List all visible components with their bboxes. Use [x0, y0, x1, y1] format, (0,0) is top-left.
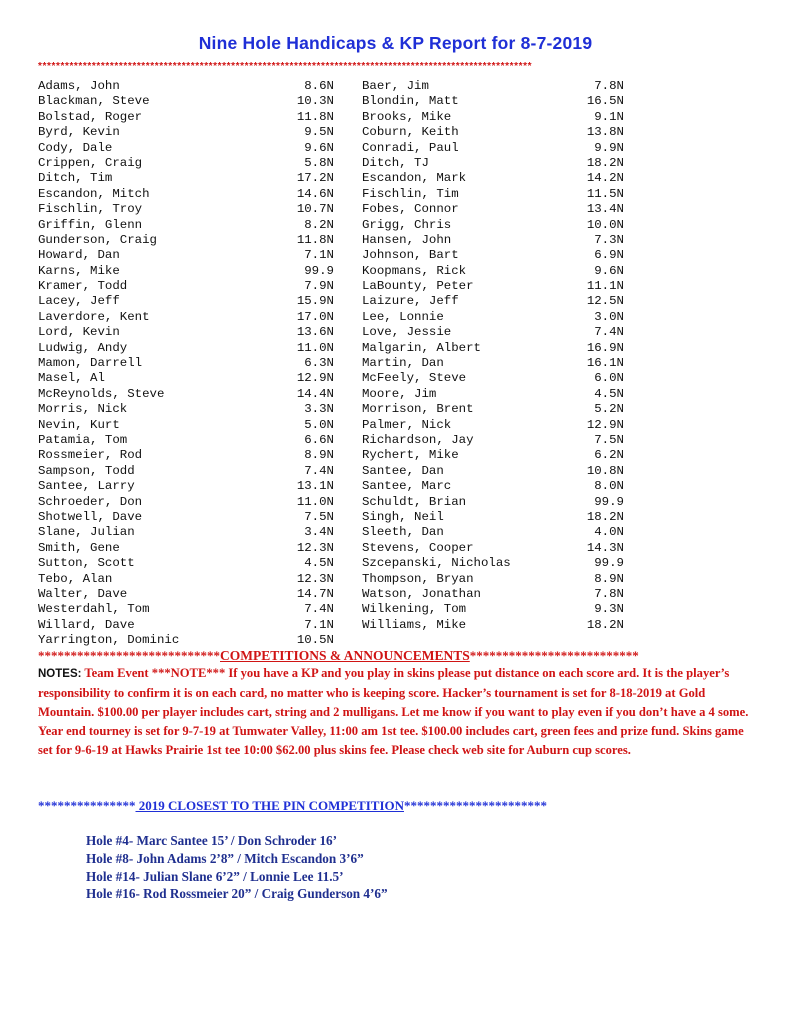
player-name: Karns, Mike: [38, 263, 120, 278]
handicap-row: [38, 141, 338, 156]
handicap-row: [362, 156, 632, 171]
handicap-row: [362, 341, 632, 356]
player-name: Laverdore, Kent: [38, 309, 150, 324]
player-handicap: 10.3N: [296, 94, 334, 109]
player-handicap: 12.5N: [586, 294, 624, 309]
player-handicap: 8.2N: [304, 217, 334, 232]
handicap-row: [362, 464, 632, 479]
player-name: Gunderson, Craig: [38, 232, 157, 247]
handicap-row: [38, 418, 338, 433]
handicap-row: [38, 618, 338, 633]
handicap-row: [38, 371, 338, 386]
player-name: Wilkening, Tom: [362, 602, 467, 617]
handicap-row: [362, 79, 632, 94]
handicap-row: [38, 495, 338, 510]
handicap-row: [38, 294, 338, 309]
player-handicap: 13.6N: [296, 325, 334, 340]
player-name: Tebo, Alan: [38, 571, 113, 586]
player-handicap: 12.9N: [296, 371, 334, 386]
handicap-row: [362, 510, 632, 525]
player-handicap: 10.0N: [586, 217, 624, 232]
handicap-row: [38, 218, 338, 233]
handicap-row: [38, 325, 338, 340]
player-name: Johnson, Bart: [362, 248, 459, 263]
player-name: Ditch, Tim: [38, 171, 113, 186]
notes-label: NOTES:: [38, 668, 82, 680]
player-handicap: 13.1N: [296, 479, 334, 494]
player-name: Shotwell, Dave: [38, 509, 143, 524]
player-handicap: 14.7N: [296, 586, 334, 601]
player-name: Ditch, TJ: [362, 155, 429, 170]
player-handicap: 17.2N: [296, 171, 334, 186]
player-handicap: 9.5N: [304, 125, 334, 140]
player-name: Fobes, Connor: [362, 202, 459, 217]
handicap-row: [38, 479, 338, 494]
player-name: Morrison, Brent: [362, 402, 474, 417]
player-handicap: 8.9N: [304, 448, 334, 463]
player-name: Love, Jessie: [362, 325, 452, 340]
player-name: Sutton, Scott: [38, 556, 135, 571]
handicap-column-left: [38, 79, 338, 648]
player-name: Walter, Dave: [38, 586, 128, 601]
player-name: Lacey, Jeff: [38, 294, 120, 309]
player-name: LaBounty, Peter: [362, 279, 474, 294]
player-name: Coburn, Keith: [362, 125, 459, 140]
handicap-row: [38, 202, 338, 217]
player-handicap: 5.0N: [304, 417, 334, 432]
player-name: Howard, Dan: [38, 248, 120, 263]
handicap-row: [38, 125, 338, 140]
competitions-stars-right: **************************: [469, 648, 639, 663]
handicap-row: [362, 248, 632, 263]
player-name: Conradi, Paul: [362, 140, 459, 155]
kp-result: Hole #8- John Adams 2’8” / Mitch Escandon 3’6”: [86, 850, 364, 866]
player-name: Morris, Nick: [38, 402, 128, 417]
player-handicap: 7.5N: [304, 509, 334, 524]
player-name: Thompson, Bryan: [362, 571, 474, 586]
player-handicap: 7.9N: [304, 279, 334, 294]
handicap-row: [38, 248, 338, 263]
title-divider: **************************************************************************************************************: [38, 61, 533, 72]
player-name: Willard, Dave: [38, 617, 135, 632]
player-name: Lord, Kevin: [38, 325, 120, 340]
player-name: Adams, John: [38, 79, 120, 93]
handicap-row: [362, 587, 632, 602]
player-handicap: 10.5N: [296, 633, 334, 648]
player-name: Griffin, Glenn: [38, 217, 143, 232]
player-name: Brooks, Mike: [362, 109, 452, 124]
player-handicap: 7.8N: [594, 586, 624, 601]
player-handicap: 9.6N: [594, 263, 624, 278]
player-name: Koopmans, Rick: [362, 263, 467, 278]
handicap-row: [362, 264, 632, 279]
player-handicap: 7.1N: [304, 248, 334, 263]
handicap-row: [362, 125, 632, 140]
player-handicap: 8.0N: [594, 479, 624, 494]
player-name: Slane, Julian: [38, 525, 135, 540]
player-name: Escandon, Mark: [362, 171, 467, 186]
player-name: Palmer, Nick: [362, 417, 452, 432]
player-name: McFeely, Steve: [362, 371, 467, 386]
handicap-row: [38, 264, 338, 279]
handicap-row: [362, 110, 632, 125]
player-handicap: 15.9N: [296, 294, 334, 309]
player-name: Fischlin, Troy: [38, 202, 143, 217]
player-handicap: 4.0N: [594, 525, 624, 540]
player-name: Malgarin, Albert: [362, 340, 481, 355]
kp-result: Hole #16- Rod Rossmeier 20” / Craig Gunderson 4’6”: [86, 886, 388, 902]
player-handicap: 7.4N: [594, 325, 624, 340]
handicap-row: [38, 464, 338, 479]
player-name: Crippen, Craig: [38, 155, 143, 170]
player-name: Schuldt, Brian: [362, 494, 467, 509]
player-handicap: 99.9: [594, 556, 624, 571]
player-handicap: 3.4N: [304, 525, 334, 540]
handicap-row: [362, 525, 632, 540]
handicap-row: [38, 94, 338, 109]
handicap-row: [362, 541, 632, 556]
competitions-stars-left: ****************************: [38, 648, 220, 663]
player-handicap: 11.0N: [296, 340, 334, 355]
handicap-row: [362, 572, 632, 587]
player-handicap: 11.8N: [296, 232, 334, 247]
player-name: Nevin, Kurt: [38, 417, 120, 432]
player-handicap: 7.5N: [594, 432, 624, 447]
player-handicap: 10.7N: [296, 202, 334, 217]
player-name: Schroeder, Don: [38, 494, 143, 509]
player-name: Szcepanski, Nicholas: [362, 556, 511, 571]
handicap-row: [38, 110, 338, 125]
handicap-row: [38, 510, 338, 525]
handicap-row: [362, 371, 632, 386]
player-name: Richardson, Jay: [362, 432, 474, 447]
player-handicap: 12.3N: [296, 540, 334, 555]
handicap-row: [362, 218, 632, 233]
player-handicap: 10.8N: [586, 463, 624, 478]
handicap-row: [38, 187, 338, 202]
player-handicap: 6.6N: [304, 432, 334, 447]
player-name: Martin, Dan: [362, 356, 444, 371]
handicap-row: [38, 633, 338, 648]
handicap-row: [38, 156, 338, 171]
handicap-row: [362, 433, 632, 448]
handicap-row: [38, 279, 338, 294]
player-name: Laizure, Jeff: [362, 294, 459, 309]
page-title: Nine Hole Handicaps & KP Report for 8-7-2019: [198, 33, 593, 53]
player-name: Blackman, Steve: [38, 94, 150, 109]
player-handicap: 14.6N: [296, 186, 334, 201]
handicap-row: [362, 310, 632, 325]
handicap-row: [38, 387, 338, 402]
handicap-row: [362, 387, 632, 402]
handicap-row: [38, 341, 338, 356]
handicap-row: [362, 495, 632, 510]
player-name: Masel, Al: [38, 371, 105, 386]
player-name: Blondin, Matt: [362, 94, 459, 109]
player-name: Santee, Dan: [362, 463, 444, 478]
player-name: Patamia, Tom: [38, 432, 128, 447]
player-handicap: 11.1N: [586, 279, 624, 294]
handicap-row: [362, 479, 632, 494]
handicap-row: [362, 202, 632, 217]
player-name: Sleeth, Dan: [362, 525, 444, 540]
player-handicap: 9.3N: [594, 602, 624, 617]
player-handicap: 5.8N: [304, 155, 334, 170]
player-handicap: 7.4N: [304, 463, 334, 478]
player-handicap: 13.8N: [586, 125, 624, 140]
competitions-title: COMPETITIONS & ANNOUNCEMENTS: [220, 648, 470, 663]
player-name: Fischlin, Tim: [362, 186, 459, 201]
player-handicap: 11.8N: [296, 109, 334, 124]
handicap-row: [38, 572, 338, 587]
handicap-row: [38, 587, 338, 602]
handicap-row: [38, 233, 338, 248]
player-handicap: 13.4N: [586, 202, 624, 217]
player-handicap: 14.3N: [586, 540, 624, 555]
player-handicap: 16.1N: [586, 356, 624, 371]
player-handicap: 8.6N: [304, 79, 334, 93]
kp-result: Hole #4- Marc Santee 15’ / Don Schroder 16’: [86, 833, 338, 848]
handicap-row: [38, 310, 338, 325]
player-handicap: 14.2N: [586, 171, 624, 186]
player-handicap: 18.2N: [586, 509, 624, 524]
player-handicap: 8.9N: [594, 571, 624, 586]
player-handicap: 11.0N: [296, 494, 334, 509]
handicap-row: [38, 525, 338, 540]
player-handicap: 12.3N: [296, 571, 334, 586]
player-handicap: 3.3N: [304, 402, 334, 417]
handicap-row: [38, 556, 338, 571]
player-handicap: 16.5N: [586, 94, 624, 109]
player-handicap: 5.2N: [594, 402, 624, 417]
handicap-row: [362, 279, 632, 294]
player-handicap: 12.9N: [586, 417, 624, 432]
handicap-row: [362, 556, 632, 571]
competitions-header: [38, 648, 758, 664]
player-name: Yarrington, Dominic: [38, 633, 180, 648]
player-handicap: 7.8N: [594, 79, 624, 93]
handicap-row: [38, 402, 338, 417]
player-handicap: 99.9: [304, 263, 334, 278]
handicap-row: [362, 141, 632, 156]
player-handicap: 99.9: [594, 494, 624, 509]
player-name: Ludwig, Andy: [38, 340, 128, 355]
player-name: Mamon, Darrell: [38, 356, 143, 371]
handicap-row: [362, 325, 632, 340]
player-handicap: 18.2N: [586, 155, 624, 170]
player-name: Hansen, John: [362, 232, 452, 247]
player-name: Rychert, Mike: [362, 448, 459, 463]
player-name: Bolstad, Roger: [38, 109, 143, 124]
handicap-row: [362, 171, 632, 186]
handicap-row: [38, 541, 338, 556]
player-handicap: 4.5N: [594, 386, 624, 401]
player-name: Byrd, Kevin: [38, 125, 120, 140]
kp-result: Hole #14- Julian Slane 6’2” / Lonnie Lee 11.5’: [86, 868, 344, 884]
handicap-row: [38, 79, 338, 94]
handicap-row: [362, 418, 632, 433]
player-handicap: 3.0N: [594, 309, 624, 324]
player-handicap: 4.5N: [304, 556, 334, 571]
player-handicap: 9.6N: [304, 140, 334, 155]
handicap-row: [38, 433, 338, 448]
handicap-row: [362, 94, 632, 109]
handicap-row: [362, 356, 632, 371]
player-handicap: 7.3N: [594, 232, 624, 247]
kp-title: 2019 CLOSEST TO THE PIN COMPETITION: [135, 798, 404, 813]
handicap-column-right: [362, 79, 632, 633]
player-name: Rossmeier, Rod: [38, 448, 143, 463]
player-name: Baer, Jim: [362, 79, 429, 93]
player-name: Grigg, Chris: [362, 217, 452, 232]
player-name: Williams, Mike: [362, 617, 467, 632]
player-handicap: 11.5N: [586, 186, 624, 201]
player-name: Cody, Dale: [38, 140, 113, 155]
player-name: Santee, Larry: [38, 479, 135, 494]
player-handicap: 6.9N: [594, 248, 624, 263]
handicap-row: [38, 448, 338, 463]
handicap-row: [362, 602, 632, 617]
player-handicap: 6.2N: [594, 448, 624, 463]
player-handicap: 9.1N: [594, 109, 624, 124]
player-handicap: 18.2N: [586, 617, 624, 632]
player-name: Escandon, Mitch: [38, 186, 150, 201]
player-name: McReynolds, Steve: [38, 386, 165, 401]
handicap-row: [362, 448, 632, 463]
player-name: Stevens, Cooper: [362, 540, 474, 555]
player-name: Sampson, Todd: [38, 463, 135, 478]
player-handicap: 7.1N: [304, 617, 334, 632]
handicap-row: [38, 356, 338, 371]
player-handicap: 7.4N: [304, 602, 334, 617]
player-handicap: 14.4N: [296, 386, 334, 401]
player-handicap: 6.0N: [594, 371, 624, 386]
player-name: Kramer, Todd: [38, 279, 128, 294]
kp-results-list: [86, 833, 388, 904]
player-name: Moore, Jim: [362, 386, 437, 401]
player-handicap: 6.3N: [304, 356, 334, 371]
kp-stars-right: **********************: [404, 798, 547, 813]
player-handicap: 17.0N: [296, 309, 334, 324]
player-name: Lee, Lonnie: [362, 309, 444, 324]
handicap-row: [362, 233, 632, 248]
handicap-row: [38, 602, 338, 617]
handicap-row: [362, 187, 632, 202]
player-name: Singh, Neil: [362, 509, 444, 524]
kp-stars-left: ***************: [38, 798, 136, 813]
player-name: Smith, Gene: [38, 540, 120, 555]
handicap-row: [38, 171, 338, 186]
notes-block: [38, 664, 760, 760]
handicap-row: [362, 618, 632, 633]
kp-header: [38, 798, 738, 814]
notes-text: Team Event ***NOTE*** If you have a KP and you play in skins please put distance on each score ard. It is the player’s responsibility to confirm it is on each card, no matter who is keeping score. Hacker’s tournament is set for 8-18-2019 at Gold Mountain. $100.00 per player includes cart, string and 2 mulligans. Let me know if you want to play even if you don’t have a 4 some. Year end tourney is set for 9-7-19 at Tumwater Valley, 11:00 am 1st tee. $100.00 includes cart, green fees and prize fund. Skins game set for 9-6-19 at Hawks Prairie 1st tee 10:00 $62.00 plus skins fee. Please check web site for Auburn cup scores.: [38, 666, 749, 757]
player-name: Santee, Marc: [362, 479, 452, 494]
player-name: Westerdahl, Tom: [38, 602, 150, 617]
player-handicap: 9.9N: [594, 140, 624, 155]
handicap-row: [362, 402, 632, 417]
handicap-row: [362, 294, 632, 309]
player-handicap: 16.9N: [586, 340, 624, 355]
player-name: Watson, Jonathan: [362, 586, 481, 601]
